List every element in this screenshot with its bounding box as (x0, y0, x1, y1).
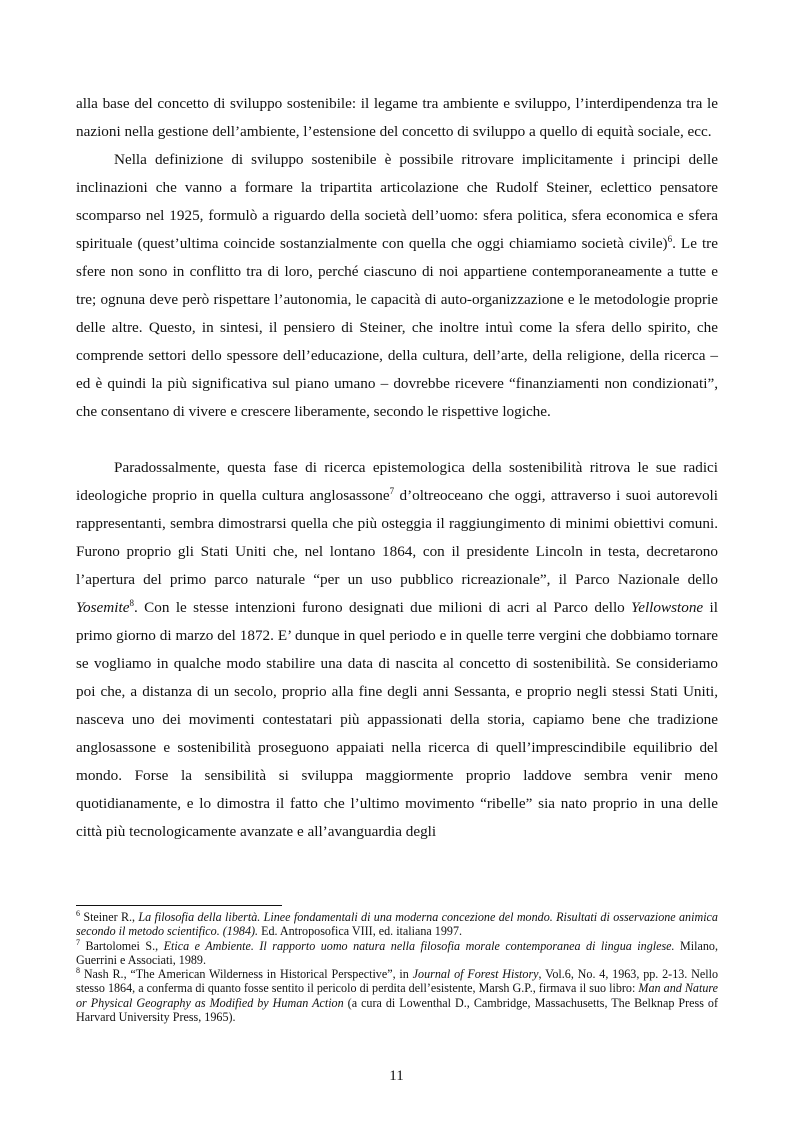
footnote-separator (76, 905, 282, 906)
footnote-ref-6[interactable]: 6 (667, 233, 673, 244)
paragraph-3-text-d: il primo giorno di marzo del 1872. E’ dunque in quel periodo e in quelle terre vergini che dobbiamo tornare se vogliamo in qualche modo stabilire una data di nascita al concetto di sostenibilità. Se consideriamo poi che, a distanza di un secolo, proprio alla fine degli anni Sessanta, e proprio negli stessi Stati Uniti, nasceva uno dei movimenti contestatari più appassionati della storia, capiamo bene che tradizione anglosassone e sostenibilità proseguono appaiati nella ricerca di quell’imprescindibile equilibrio del mondo. Forse la sensibilità si sviluppa maggiormente proprio laddove sembra venir meno quotidianamente, e lo dimostra il fatto che l’ultimo movimento “ribelle” sia nato proprio in una delle città più tecnologicamente avanzate e all’avanguardia degli (76, 599, 718, 840)
footnote-7-title: Etica e Ambiente. Il rapporto uomo natura nella filosofia morale contemporanea di lingua inglese. (163, 938, 675, 953)
paragraph-3-text-c: . Con le stesse intenzioni furono designati due milioni di acri al Parco dello (133, 599, 632, 616)
footnote-7-author: Bartolomei S., (80, 938, 164, 953)
paragraph-2-text-a: Nella definizione di sviluppo sostenibile è possibile ritrovare implicitamente i principi delle inclinazioni che vanno a formare la tripartita articolazione che Rudolf Steiner, eclettico pensatore scomparso nel 1925, formulò a riguardo della società dell’uomo: sfera politica, sfera economica e sfera spirituale (quest’ultima coincide sostanzialmente con quella che oggi chiamiamo società civile) (76, 151, 718, 252)
footnote-ref-7[interactable]: 7 (389, 485, 395, 496)
footnote-8-number: 8 (76, 966, 80, 976)
footnote-8-journal: Journal of Forest History (412, 967, 539, 982)
paragraph-3 (76, 454, 718, 846)
yosemite-term: Yosemite (76, 599, 130, 616)
footnote-6-author: Steiner R., (80, 910, 139, 924)
footnote-6-publisher: Ed. Antroposofica VIII, ed. italiana 1997. (258, 924, 463, 939)
footnote-8 (76, 967, 718, 1024)
footnote-7 (76, 939, 718, 968)
paragraph-2-text-b: . Le tre sfere non sono in conflitto tra di loro, perché ciascuno di noi appartiene contemporaneamente a tutte e tre; ognuna deve però rispettare l’autonomia, le capacità di auto-organizzazione e le metodologie proprie delle altre. Questo, in sintesi, il pensiero di Steiner, che inoltre intuì come la sfera dello spirito, che comprende settori dello spessore dell’educazione, della cultura, dell’arte, della religione, della ricerca – ed è quindi la più significativa sul piano umano – dovrebbe ricevere “finanziamenti non condizionati”, che consentano di vivere e crescere liberamente, secondo le rispettive logiche. (76, 235, 718, 420)
paragraph-3-text-a: Paradossalmente, questa fase di ricerca epistemologica della sostenibilità ritrova le sue radici ideologiche proprio in quella cultura anglosassone (76, 459, 718, 504)
footnote-6-number: 6 (76, 908, 80, 918)
paragraph-1-text: alla base del concetto di sviluppo sostenibile: il legame tra ambiente e sviluppo, l’interdipendenza tra le nazioni nella gestione dell’ambiente, l’estensione del concetto di sviluppo a quello di equità sociale, ecc. (76, 95, 718, 140)
footnote-8-book-title: Man and Nature or Physical Geography as Modified by Human Action (76, 981, 718, 1010)
footnote-8-text: , Vol.6, No. 4, 1963, pp. 2-13. Nello stesso 1864, a conferma di quanto fosse sentito il pericolo di perdita dell’esistente, Marsh G.P., firmava il suo libro: (76, 967, 718, 996)
page-number: 11 (389, 1068, 404, 1084)
paragraph-2 (76, 146, 718, 426)
footnote-7-publisher: Milano, Guerrini e Associati, 1989. (76, 938, 718, 967)
footnotes (76, 910, 718, 1024)
footnote-6-title: La filosofia della libertà. Linee fondamentali di una moderna concezione del mondo. Risultati di osservazione animica secondo il metodo scientifico. (1984). (76, 910, 718, 939)
footnote-6 (76, 910, 718, 939)
yellowstone-term: Yellowstone (631, 599, 704, 616)
paragraph-3-text-b: d’oltreoceano che oggi, attraverso i suoi autorevoli rappresentanti, sembra dimostrarsi quella che più osteggia il raggiungimento di minimi obiettivi comuni. Furono proprio gli Stati Uniti che, nel lontano 1864, con il presidente Lincoln in testa, decretarono l’apertura del primo parco naturale “per un uso pubblico ricreazionale”, il Parco Nazionale dello (76, 487, 718, 588)
footnote-7-number: 7 (76, 937, 80, 947)
paragraph-1 (76, 90, 718, 146)
paragraph-gap (76, 426, 718, 454)
footnote-ref-8[interactable]: 8 (129, 597, 134, 608)
body-text (76, 90, 718, 846)
footnote-8-author: Nash R., “The American Wilderness in Historical Perspective”, in (80, 967, 413, 982)
footnote-8-publisher: (a cura di Lowenthal D., Cambridge, Massachusetts, The Belknap Press of Harvard University Press, 1965). (76, 995, 718, 1025)
